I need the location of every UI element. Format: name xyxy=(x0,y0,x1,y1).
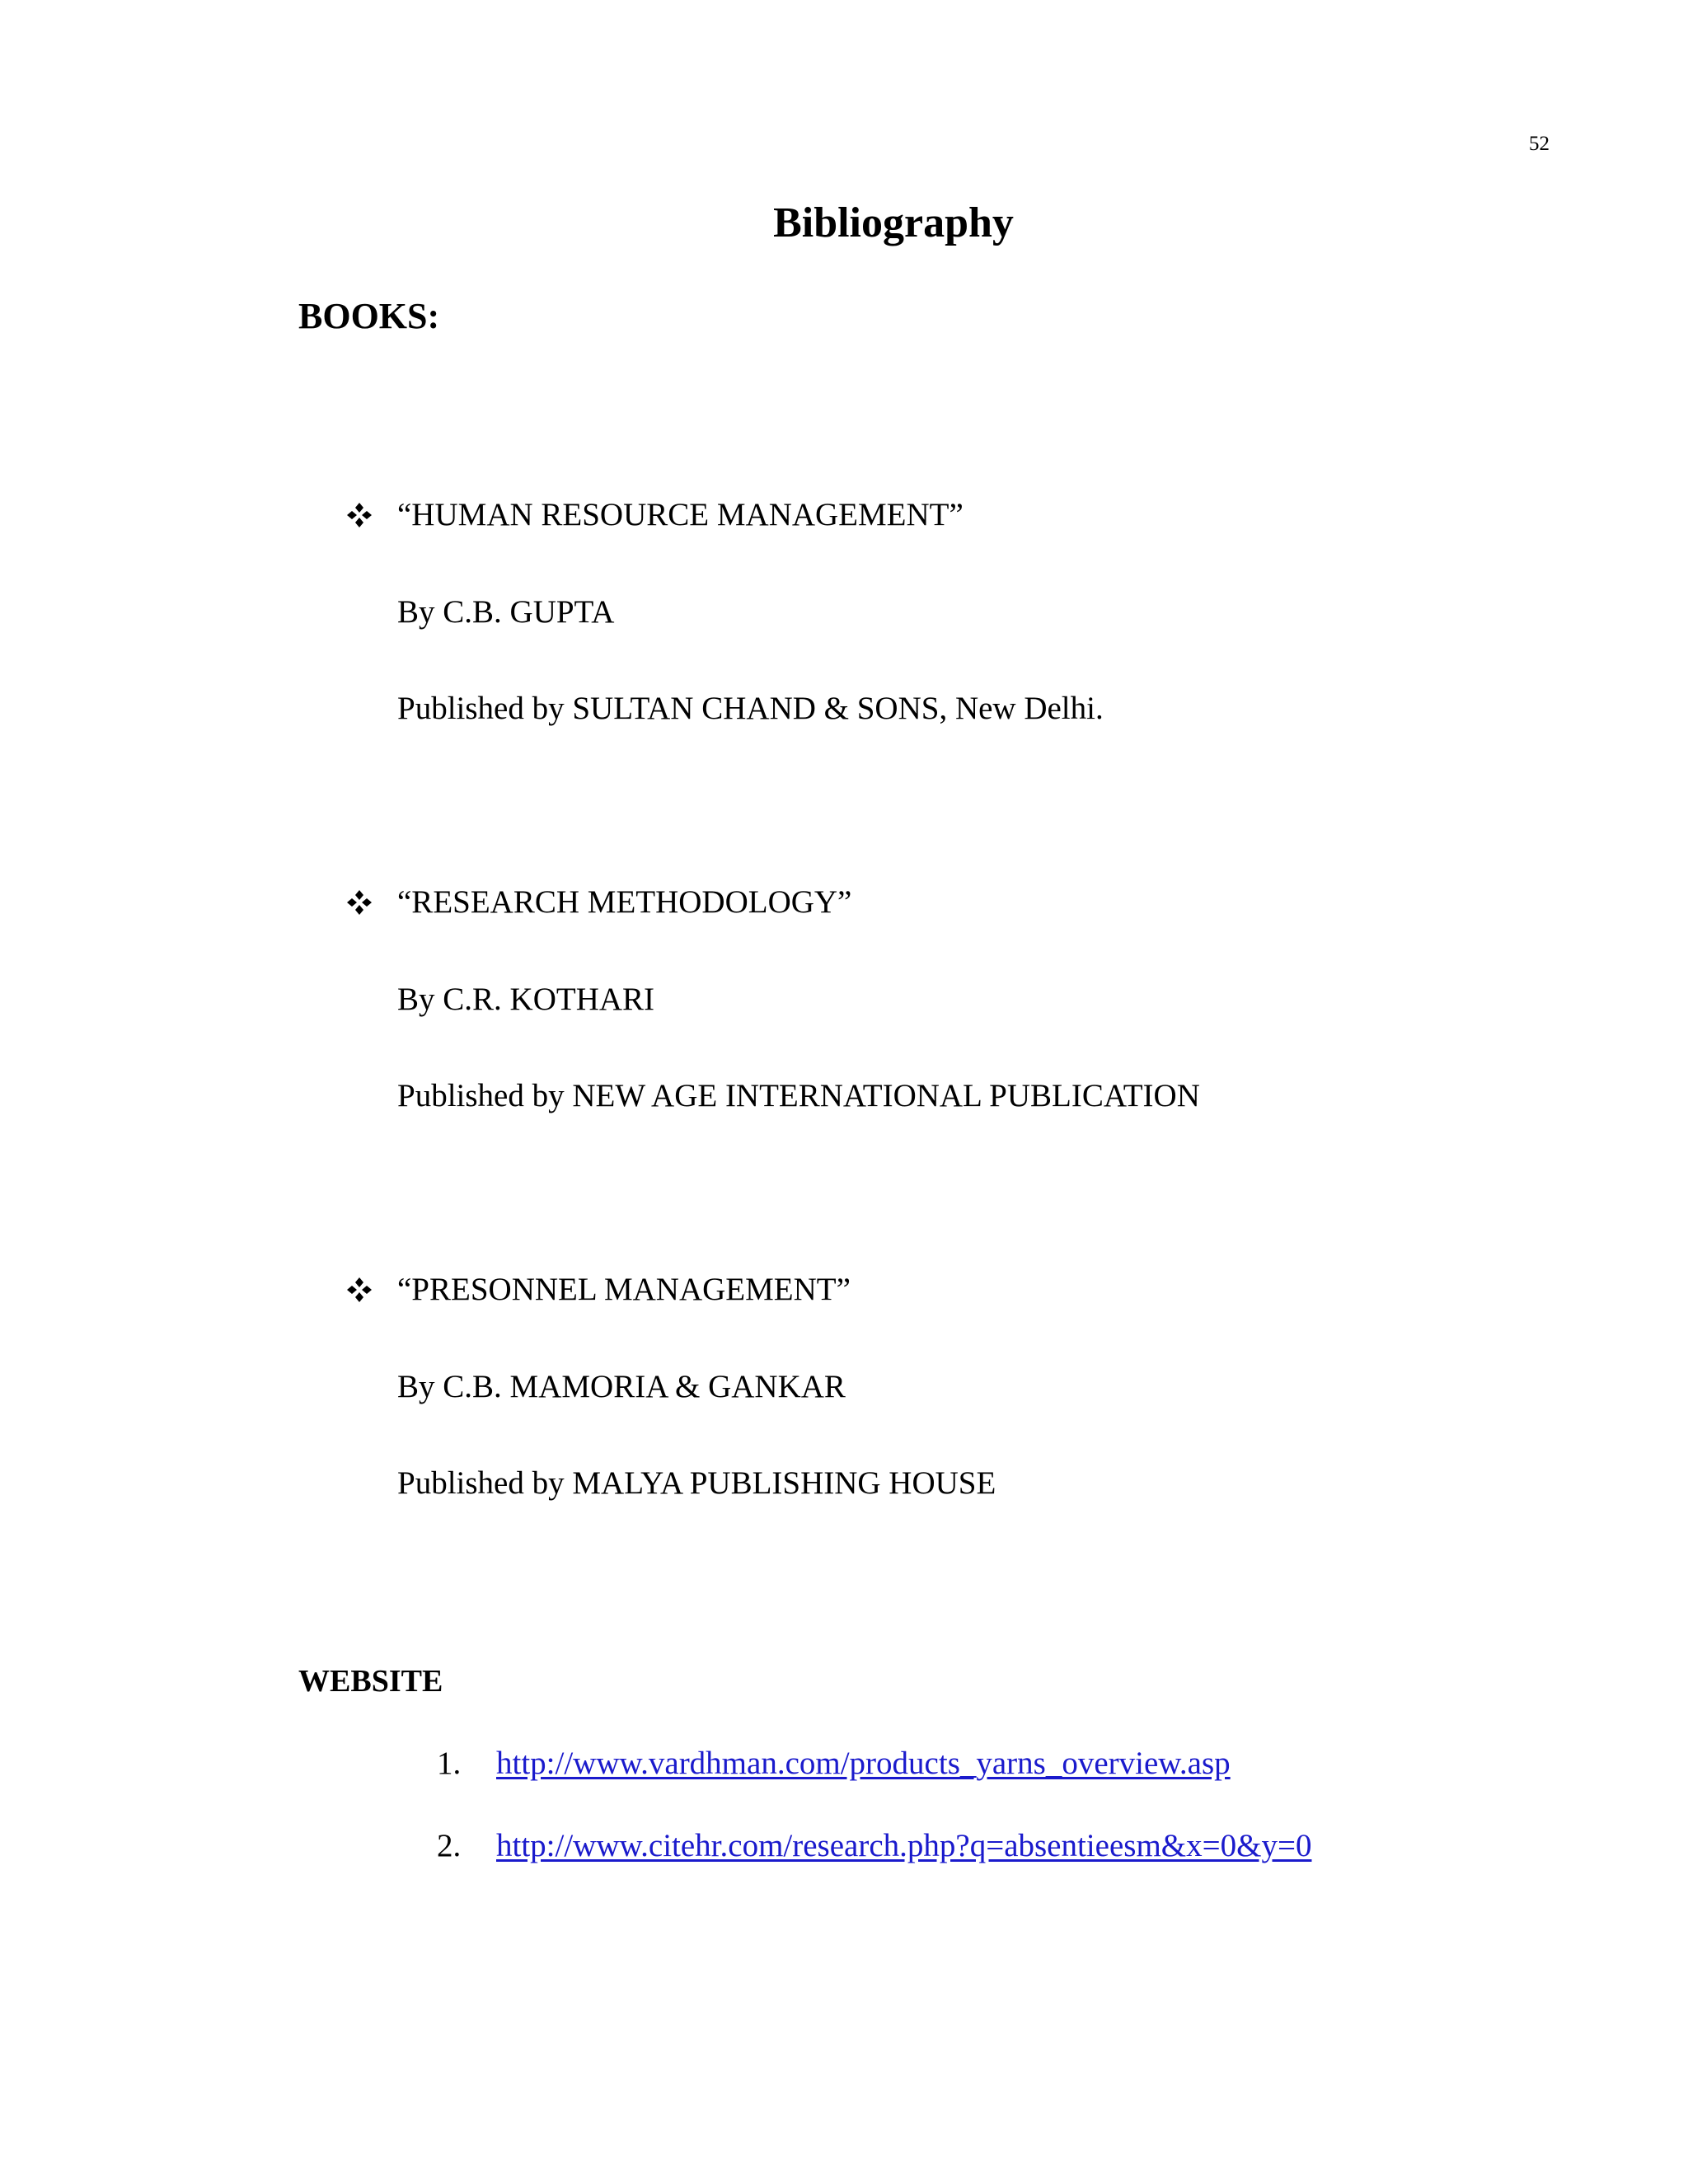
website-link[interactable]: http://www.vardhman.com/products_yarns_overview.asp xyxy=(496,1746,1231,1781)
book-author: By C.B. GUPTA xyxy=(397,594,615,630)
book-title: “RESEARCH METHODOLOGY” xyxy=(397,884,852,920)
page-number: 52 xyxy=(1529,133,1550,155)
book-publisher: Published by SULTAN CHAND & SONS, New Delhi. xyxy=(397,691,1104,726)
four-diamond-bullet-icon xyxy=(346,883,379,922)
website-heading: WEBSITE xyxy=(298,1664,443,1699)
website-item xyxy=(437,1744,1311,1826)
book-author: By C.R. KOTHARI xyxy=(397,982,655,1017)
list-number: 1. xyxy=(437,1746,462,1781)
book-title: “PRESONNEL MANAGEMENT” xyxy=(397,1272,851,1307)
book-author: By C.B. MAMORIA & GANKAR xyxy=(397,1369,846,1404)
website-link[interactable]: http://www.citehr.com/research.php?q=absentieesm&x=0&y=0 xyxy=(496,1828,1312,1863)
website-item xyxy=(437,1826,1311,1909)
page-title: Bibliography xyxy=(773,199,1014,246)
four-diamond-bullet-icon xyxy=(346,1270,379,1310)
book-publisher: Published by MALYA PUBLISHING HOUSE xyxy=(397,1465,996,1501)
list-number: 2. xyxy=(437,1828,462,1863)
book-publisher: Published by NEW AGE INTERNATIONAL PUBLICATION xyxy=(397,1078,1200,1113)
book-title: “HUMAN RESOURCE MANAGEMENT” xyxy=(397,497,964,532)
four-diamond-bullet-icon xyxy=(346,495,379,535)
books-heading: BOOKS: xyxy=(298,296,440,336)
website-list xyxy=(437,1744,1311,1909)
